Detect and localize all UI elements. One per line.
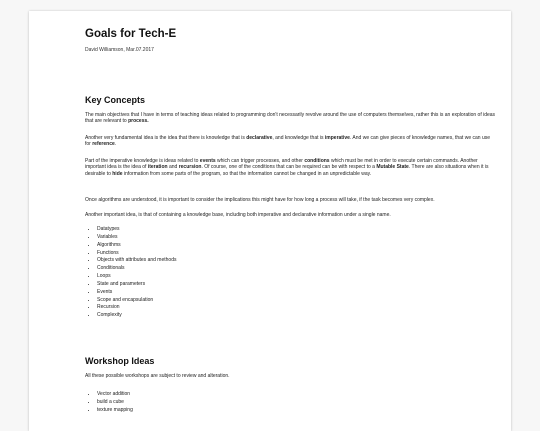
section-heading-key-concepts: Key Concepts (85, 95, 146, 105)
paragraph-algorithms: Once algorithms are understood, it is important to consider the implications this might have for how long a process will take, if the task becomes very complex. (85, 197, 435, 203)
list-item: • Algorithms (97, 242, 177, 250)
list-item: • Datatypes (97, 226, 177, 234)
document-page (29, 11, 511, 431)
paragraph-knowledge-base: Another important idea, is that of containing a knowledge base, including both imperative and declarative information under a single name. (85, 212, 391, 218)
author-date: David Williamson, Mar.07.2017 (85, 47, 154, 53)
list-item: • Complexity (97, 312, 177, 320)
list-item: • Vector addition (97, 391, 133, 399)
paragraph-objectives: The main objectives that I have in terms of teaching ideas related to programming don't necessarily revolve around the use of computers themselves, rather this is an exploration of ideas that are relevant to process. (85, 112, 496, 125)
page-title: Goals for Tech-E (85, 28, 177, 40)
paragraph-workshops-note: All these possible workshops are subject to review and alteration. (85, 373, 230, 379)
list-item: • State and parameters (97, 281, 177, 289)
key-concepts-list (85, 226, 177, 320)
list-item: • Recursion (97, 304, 177, 312)
paragraph-imperative-knowledge: Part of the imperative knowledge is ideas related to events which can trigger processes, and other conditions which must be met in order to execute certain commands. Another important idea is the idea of iteration and recursion. Of course, one of the conditions that can be required can be with respect to a Mutable State. There are also situations when it is desirable to hide information from some parts of the program, so that the information cannot be changed in an unpredictable way. (85, 158, 489, 177)
list-item: • Scope and encapsulation (97, 297, 177, 305)
list-item: • Variables (97, 234, 177, 242)
list-item: • Conditionals (97, 265, 177, 273)
list-item: • build a cube (97, 399, 133, 407)
list-item: • Loops (97, 273, 177, 281)
list-item: • Objects with attributes and methods (97, 257, 177, 265)
list-item: • Functions (97, 250, 177, 258)
workshop-ideas-list (85, 391, 133, 415)
list-item: • texture mapping (97, 407, 133, 415)
list-item: • Events (97, 289, 177, 297)
paragraph-knowledge-types: Another very fundamental idea is the idea that there is knowledge that is declarative, and knowledge that is imperative. And we can give pieces of knowledge names, that we can use for reference. (85, 135, 491, 148)
section-heading-workshop-ideas: Workshop Ideas (85, 356, 155, 366)
